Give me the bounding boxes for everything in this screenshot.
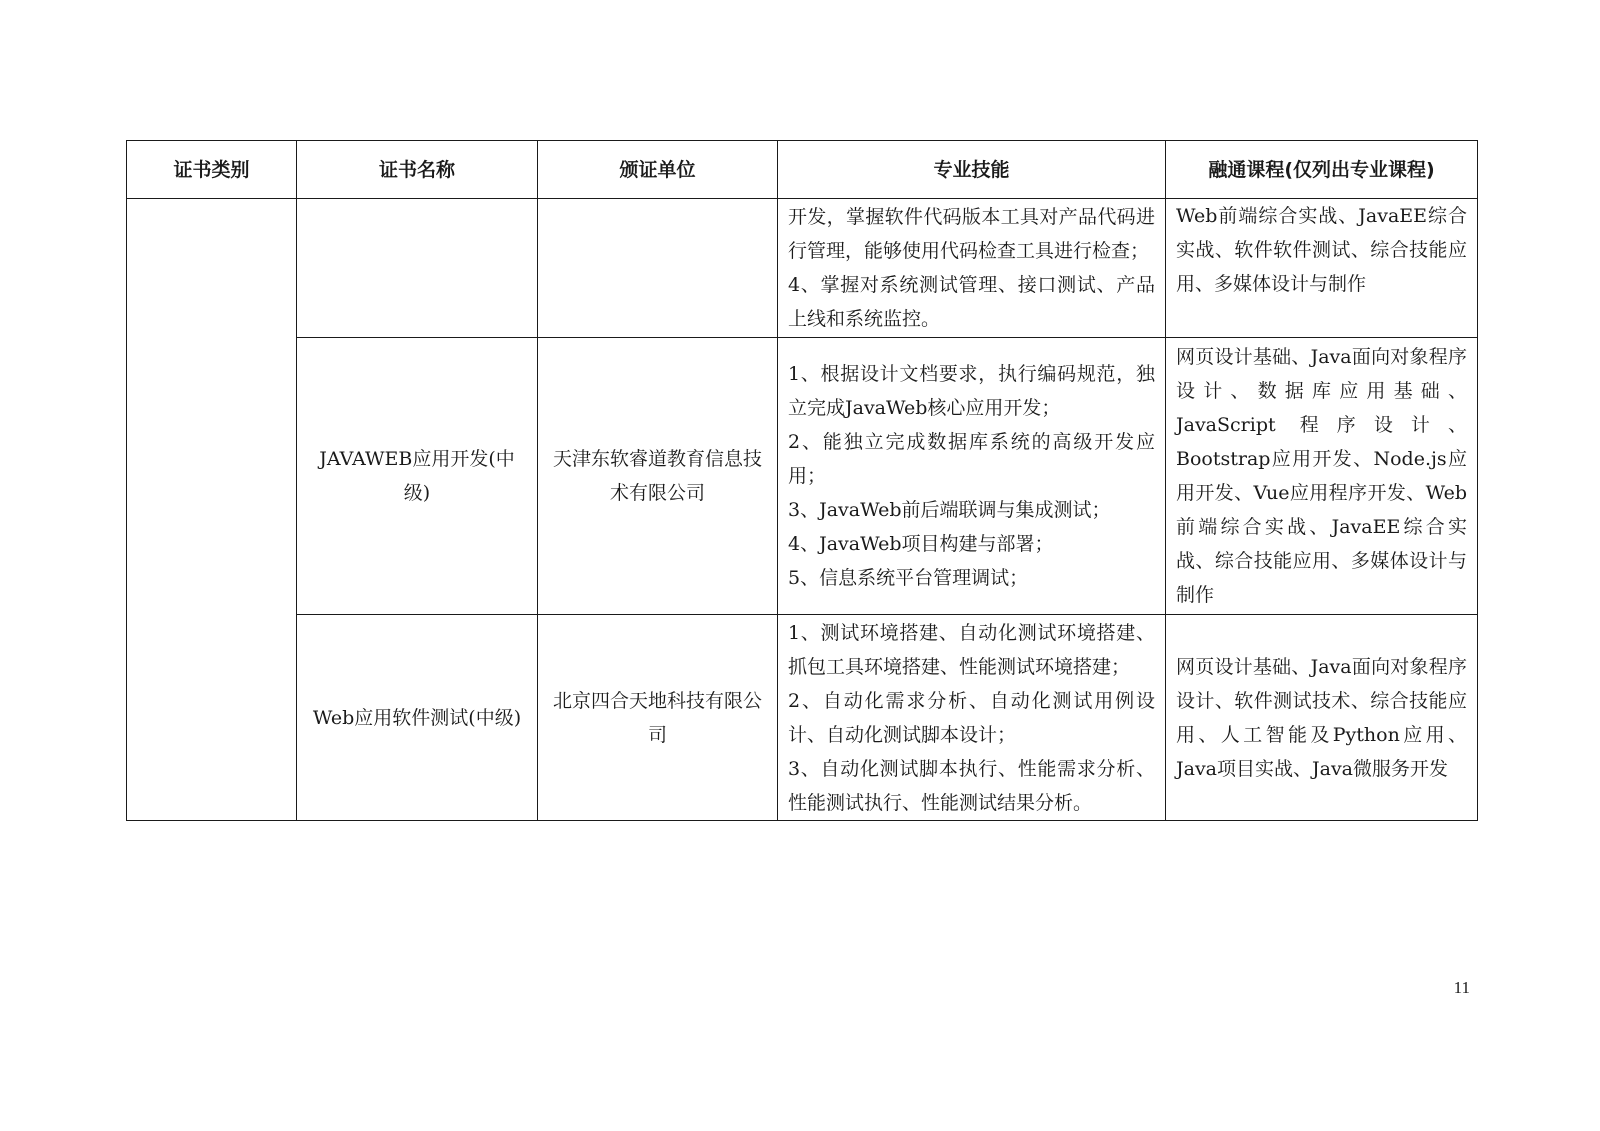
skill-line: 1、根据设计文档要求，执行编码规范，独立完成JavaWeb核心应用开发； [788,363,1155,419]
header-issuer: 颁证单位 [538,141,778,199]
skills-cell [778,615,1166,821]
header-courses: 融通课程(仅列出专业课程) [1166,141,1478,199]
skill-line: 5、信息系统平台管理调试； [788,567,1029,589]
courses-cell: Web前端综合实战、JavaEE综合实战、软件软件测试、综合技能应用、多媒体设计与制作 [1166,199,1478,338]
skill-line: 开发，掌握软件代码版本工具对产品代码进行管理，能够使用代码检查工具进行检查； [788,206,1155,262]
issuer-cell: 天津东软睿道教育信息技术有限公司 [538,338,778,615]
header-category: 证书类别 [127,141,297,199]
courses-cell: 网页设计基础、Java面向对象程序设计、数据库应用基础、JavaScript 程序设计、Bootstrap应用开发、Node.js应用开发、Vue应用程序开发、Web前端综合实战、JavaEE综合实战、综合技能应用、多媒体设计与制作 [1166,338,1478,615]
skill-line: 4、JavaWeb项目构建与部署； [788,533,1054,555]
skill-line: 3、自动化测试脚本执行、性能需求分析、性能测试执行、性能测试结果分析。 [788,757,1155,814]
table-header-row [127,141,1478,199]
certificate-table [126,140,1478,821]
table-row [127,338,1478,615]
table-row [127,199,1478,338]
skill-line: 2、能独立完成数据库系统的高级开发应用； [788,431,1155,487]
issuer-cell: 北京四合天地科技有限公司 [538,615,778,821]
skills-cell [778,338,1166,615]
skill-line: 2、自动化需求分析、自动化测试用例设计、自动化测试脚本设计； [788,689,1155,746]
certificate-name-cell: JAVAWEB应用开发(中级) [297,338,538,615]
skills-cell [778,199,1166,338]
courses-cell: 网页设计基础、Java面向对象程序设计、软件测试技术、综合技能应用、人工智能及Python应用、Java项目实战、Java微服务开发 [1166,615,1478,821]
skill-line: 1、测试环境搭建、自动化测试环境搭建、抓包工具环境搭建、性能测试环境搭建； [788,621,1155,678]
header-skills: 专业技能 [778,141,1166,199]
certificate-name-cell [297,199,538,338]
header-certificate-name: 证书名称 [297,141,538,199]
page-number: 11 [1453,978,1470,997]
category-cell [127,199,297,821]
certificate-name-cell: Web应用软件测试(中级) [297,615,538,821]
table-row [127,615,1478,821]
skill-line: 3、JavaWeb前后端联调与集成测试； [788,499,1111,521]
issuer-cell [538,199,778,338]
skill-line: 4、掌握对系统测试管理、接口测试、产品上线和系统监控。 [788,274,1155,330]
